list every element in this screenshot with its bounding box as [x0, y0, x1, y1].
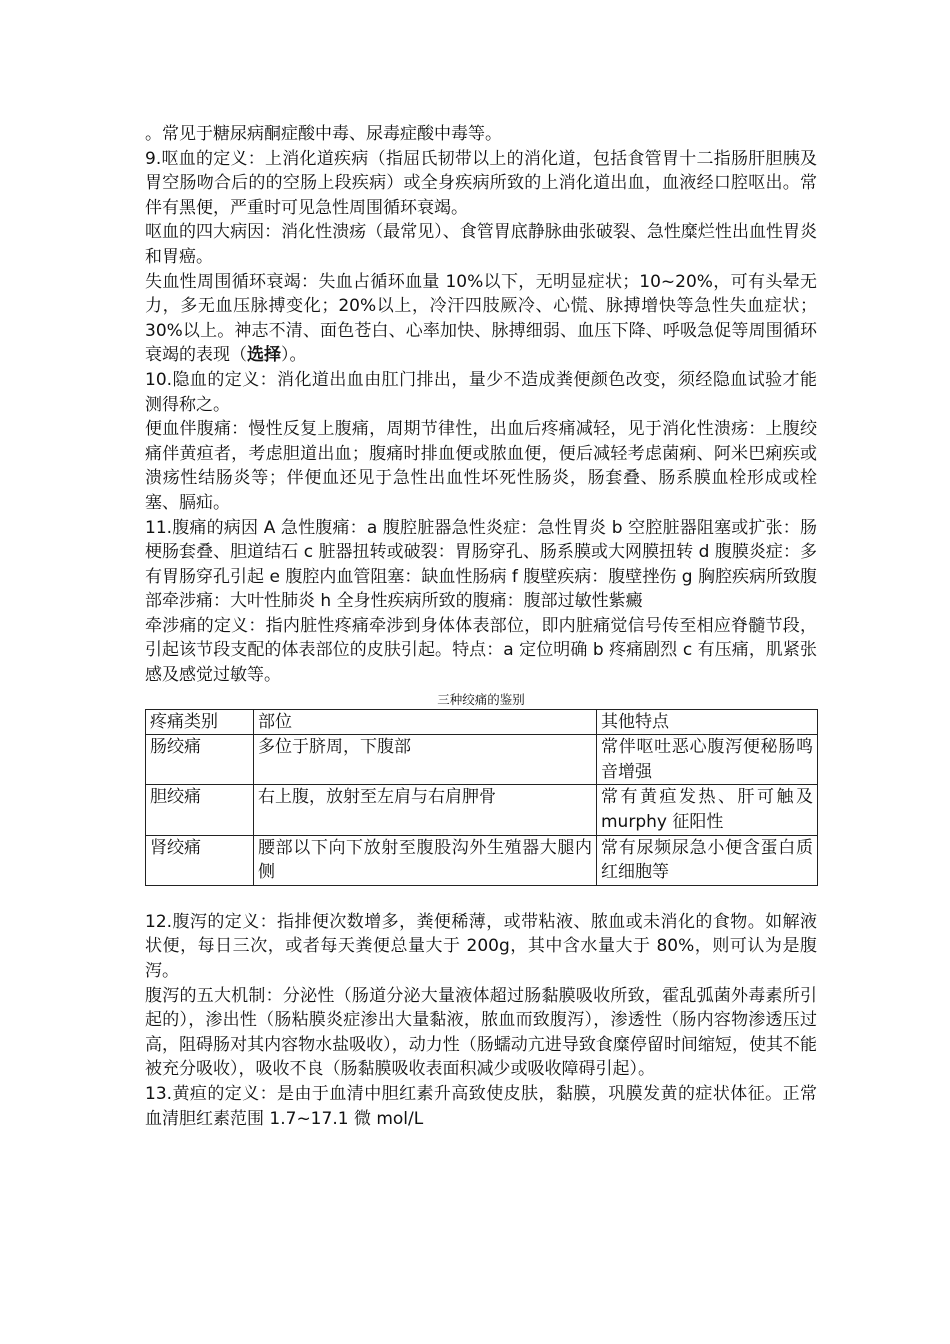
paragraph-hematemesis-causes: 呕血的四大病因：消化性溃疡（最常见）、食管胃底静脉曲张破裂、急性糜烂性出血性胃炎和胃癌。: [145, 222, 817, 267]
table-header-cell: 其他特点: [597, 709, 818, 735]
table-row: [146, 785, 818, 835]
table-caption: 三种绞痛的鉴别: [437, 691, 525, 707]
paragraph-hemorrhagic-shock: [145, 270, 817, 368]
table-row: [146, 835, 818, 885]
shock-text: 失血性周围循环衰竭：失血占循环血量 10%以下，无明显症状；10~20%，可有头晕无力，多无血压脉搏变化；20%以上，冷汗四肢厥冷、心慌、脉搏增快等急性失血症状；30%以上。神志不清、面色苍白、心率加快、脉搏细弱、血压下降、呼吸急促等周围循环衰竭的表现（: [145, 271, 817, 366]
paragraph-hematochezia-abdominal-pain: 便血伴腹痛：慢性反复上腹痛，周期节律性，出血后疼痛减轻，见于消化性溃疡：上腹绞痛伴黄疸者，考虑胆道出血；腹痛时排血便或脓血便，便后减轻考虑菌痢、阿米巴痢疾或溃疡性结肠炎等；伴便血还见于急性出血性坏死性肠炎，肠套叠、肠系膜血栓形成或栓塞、膈疝。: [145, 419, 817, 513]
table-header-cell: 部位: [254, 709, 597, 735]
table-cell: 常有尿频尿急小便含蛋白质红细胞等: [597, 835, 818, 885]
paragraph-jaundice-definition: 13.黄疸的定义：是由于血清中胆红素升高致使皮肤，黏膜，巩膜发黄的症状体征。正常血清胆红素范围 1.7~17.1 微 mol/L: [145, 1083, 817, 1129]
table-cell: 常伴呕吐恶心腹泻便秘肠鸣音增强: [597, 735, 818, 785]
paragraph-occult-blood-definition: 10.隐血的定义：消化道出血由肛门排出，量少不造成粪便颜色改变，须经隐血试验才能测得称之。: [145, 369, 817, 415]
document-body: [145, 122, 817, 1131]
paragraph-hematemesis-definition: 9.呕血的定义：上消化道疾病（指屈氏韧带以上的消化道，包括食管胃十二指肠肝胆胰及胃空肠吻合后的的空肠上段疾病）或全身疾病所致的上消化道出血，血液经口腔呕出。常伴有黑便，严重时可见急性周围循环衰竭。: [145, 148, 817, 218]
table-cell: 肠绞痛: [146, 735, 254, 785]
table-cell: 胆绞痛: [146, 785, 254, 835]
table-header-cell: 疼痛类别: [146, 709, 254, 735]
paragraph-diarrhea-mechanisms: 腹泻的五大机制：分泌性（肠道分泌大量液体超过肠黏膜吸收所致，霍乱弧菌外毒素所引起的），渗出性（肠粘膜炎症渗出大量黏液，脓血而致腹泻），渗透性（肠内容物渗透压过高，阻碍肠对其内容物水盐吸收），动力性（肠蠕动亢进导致食糜停留时间缩短，使其不能被充分吸收），吸收不良（肠黏膜吸收表面积减少或吸收障碍引起）。: [145, 985, 817, 1080]
shock-bold-keyword: 选择: [247, 345, 281, 366]
shock-tail: ）。: [281, 345, 307, 366]
paragraph-ketoacidosis-tail: 。常见于糖尿病酮症酸中毒、尿毒症酸中毒等。: [145, 124, 502, 144]
table-cell: 右上腹，放射至左肩与右肩胛骨: [254, 785, 597, 835]
table-header-row: [146, 709, 818, 735]
paragraph-diarrhea-definition: 12.腹泻的定义：指排便次数增多，粪便稀薄，或带粘液、脓血或未消化的食物。如解液状便，每日三次，或者每天粪便总量大于 200g，其中含水量大于 80%，则可认为是腹泻。: [145, 911, 817, 981]
table-row: [146, 735, 818, 785]
table-cell: 腰部以下向下放射至腹股沟外生殖器大腿内侧: [254, 835, 597, 885]
colic-comparison-table: [145, 709, 818, 886]
paragraph-abdominal-pain-causes: 11.腹痛的病因 A 急性腹痛：a 腹腔脏器急性炎症：急性胃炎 b 空腔脏器阻塞或扩张：肠梗肠套叠、胆道结石 c 脏器扭转或破裂：胃肠穿孔、肠系膜或大网膜扭转 d 腹膜炎症：多有胃肠穿孔引起 e 腹腔内血管阻塞：缺血性肠病 f 腹壁疾病：腹壁挫伤 g 胸腔疾病所致腹部牵涉痛：大叶性肺炎 h 全身性疾病所致的腹痛：腹部过敏性紫癜: [145, 517, 817, 612]
table-cell: 多位于脐周，下腹部: [254, 735, 597, 785]
paragraph-referred-pain-definition: 牵涉痛的定义：指内脏性疼痛牵涉到身体体表部位，即内脏痛觉信号传至相应脊髓节段，引起该节段支配的体表部位的皮肤引起。特点：a 定位明确 b 疼痛剧烈 c 有压痛，肌紧张感及感觉过敏等。: [145, 615, 817, 686]
table-cell: 常有黄疸发热、肝可触及 murphy 征阳性: [597, 785, 818, 835]
table-cell: 肾绞痛: [146, 835, 254, 885]
